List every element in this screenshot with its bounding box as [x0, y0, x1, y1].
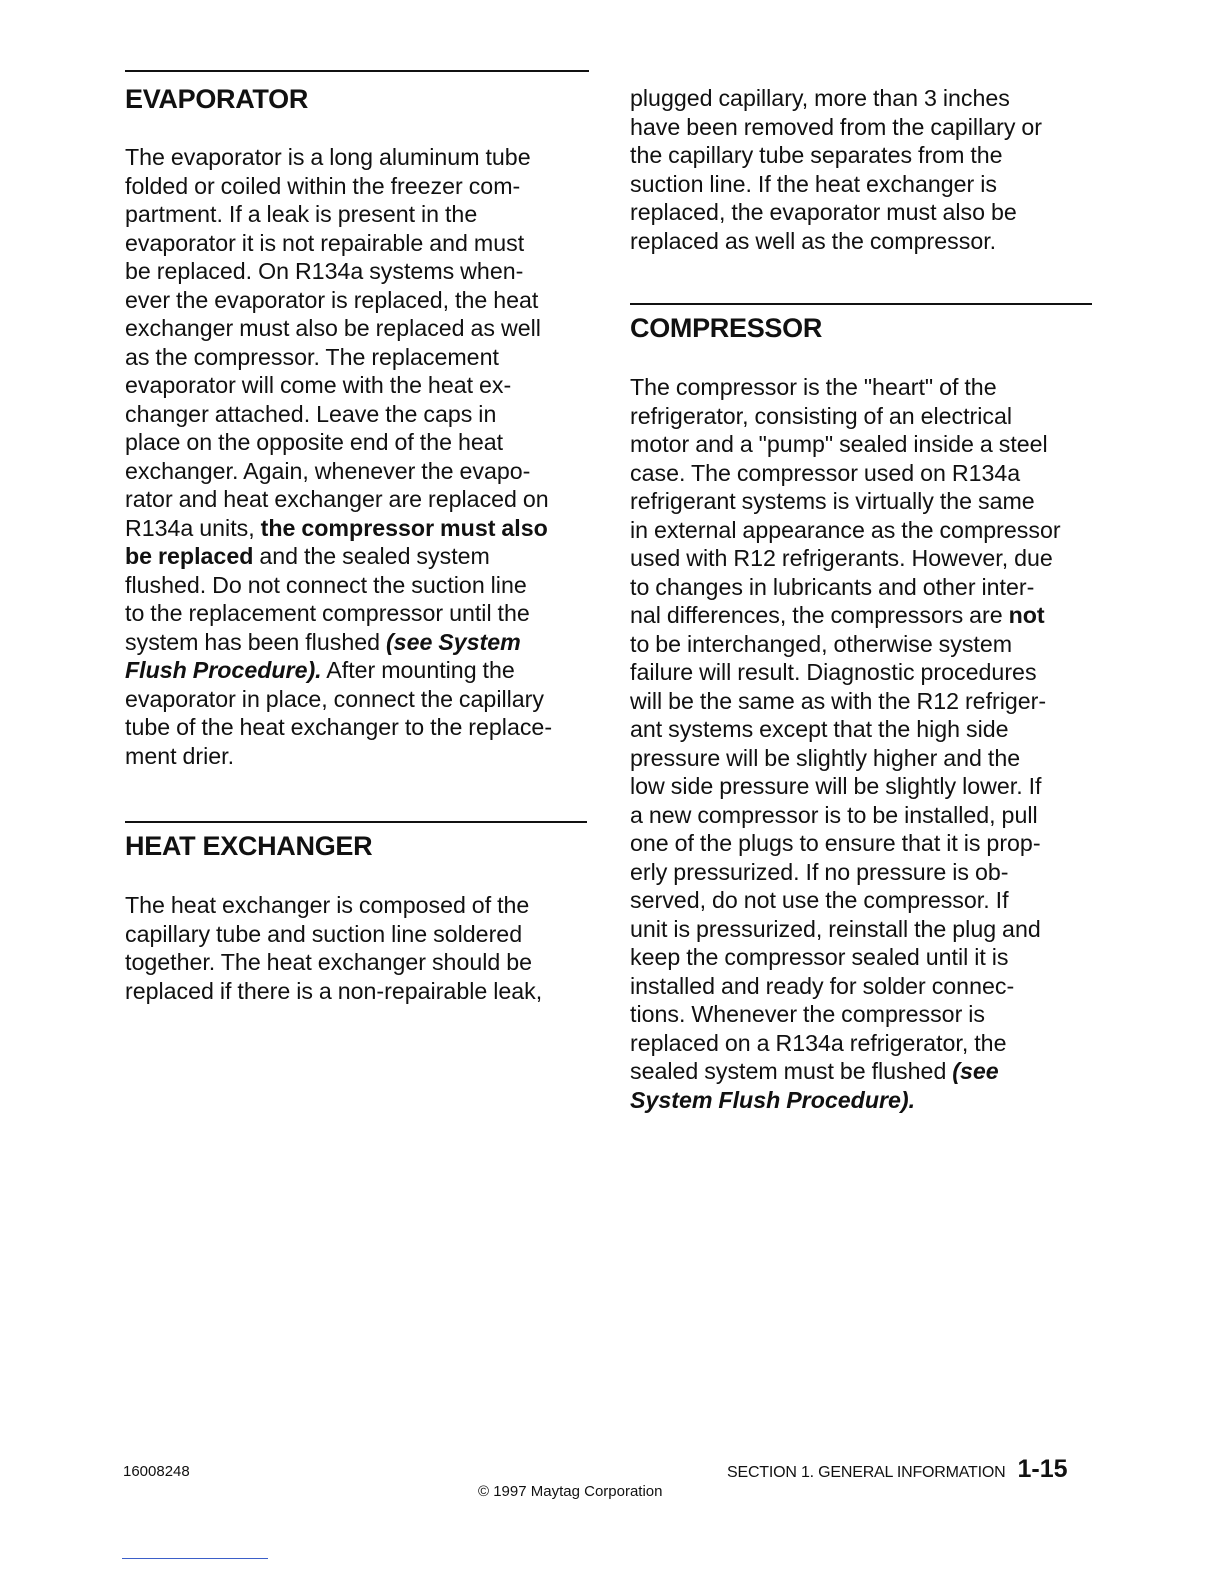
compressor-rule [630, 303, 1092, 305]
evaporator-body [125, 143, 595, 770]
evaporator-text-2: and the sealed system flushed. Do not connect the suction line to the replacement compressor until the system has been flushed [125, 543, 530, 655]
footer-copyright: © 1997 Maytag Corporation [478, 1483, 663, 1500]
evaporator-rule [125, 70, 589, 72]
heat-exchanger-body-continued: plugged capillary, more than 3 inches have been removed from the capillary or the capillary tube separates from the suction line. If the heat exchanger is replaced, the evaporator must also be replaced as well as the compressor. [630, 85, 1043, 254]
compressor-text-1: The compressor is the "heart" of the refrigerator, consisting of an electrical motor and a "pump" sealed inside a steel case. The compressor used on R134a refrigerant systems is virtually the same in external appearance as the compressor used with R12 refrigerants. However, due to changes in lubricants and other inter- nal differences, the compressors are [630, 374, 1061, 628]
footer-section-block [727, 1455, 1068, 1484]
compressor-heading: COMPRESSOR [630, 313, 823, 343]
evaporator-text-1: The evaporator is a long aluminum tube folded or coiled within the freezer com- partment. If a leak is present in the evaporator it is not repairable and must be replaced. On R134a systems when- ever the evaporator is replaced, the heat exchanger must also be replaced as well as the compressor. The replacement evaporator will come with the heat ex- changer attached. Leave the caps in place on the opposite end of the heat exchanger. Again, whenever the evapo- rator and heat exchanger are replaced on R134a units, [125, 144, 549, 541]
footer-section-title: SECTION 1. GENERAL INFORMATION [727, 1464, 1006, 1481]
evaporator-text-3: After mounting the evaporator in place, connect the capillary tube of the heat exchanger to the replace- ment drier. [125, 657, 553, 769]
evaporator-heading: EVAPORATOR [125, 84, 309, 114]
heat-exchanger-heading: HEAT EXCHANGER [125, 831, 373, 861]
evaporator-bold-warning: the compressor must also be replaced [125, 514, 548, 569]
heat-exchanger-body: The heat exchanger is composed of the capillary tube and suction line soldered together. The heat exchanger should be replaced if there is a non-repairable leak, [125, 892, 543, 1004]
footer-page-number: 1-15 [1017, 1455, 1068, 1483]
compressor-flush-reference: (see System Flush Procedure). [630, 1058, 999, 1113]
evaporator-flush-reference: (see System Flush Procedure). [125, 628, 521, 683]
heat-exchanger-rule [125, 821, 587, 823]
bottom-edge-mark [122, 1558, 268, 1559]
compressor-text-2: to be interchanged, otherwise system failure will result. Diagnostic procedures will be the same as with the R12 refriger- ant systems except that the high side pressure will be slightly higher and the low side pressure will be slightly lower. If a new compressor is to be installed, pull one of the plugs to ensure that it is prop- erly pressurized. If no pressure is ob- served, do not use the compressor. If unit is pressurized, reinstall the plug and keep the compressor sealed until it is installed and ready for solder connec- tions. Whenever the compressor is replaced on a R134a refrigerator, the sealed system must be flushed [630, 630, 1047, 1084]
compressor-body [630, 373, 1100, 1114]
compressor-bold-not: not [1008, 602, 1045, 628]
footer-doc-number: 16008248 [123, 1463, 190, 1480]
